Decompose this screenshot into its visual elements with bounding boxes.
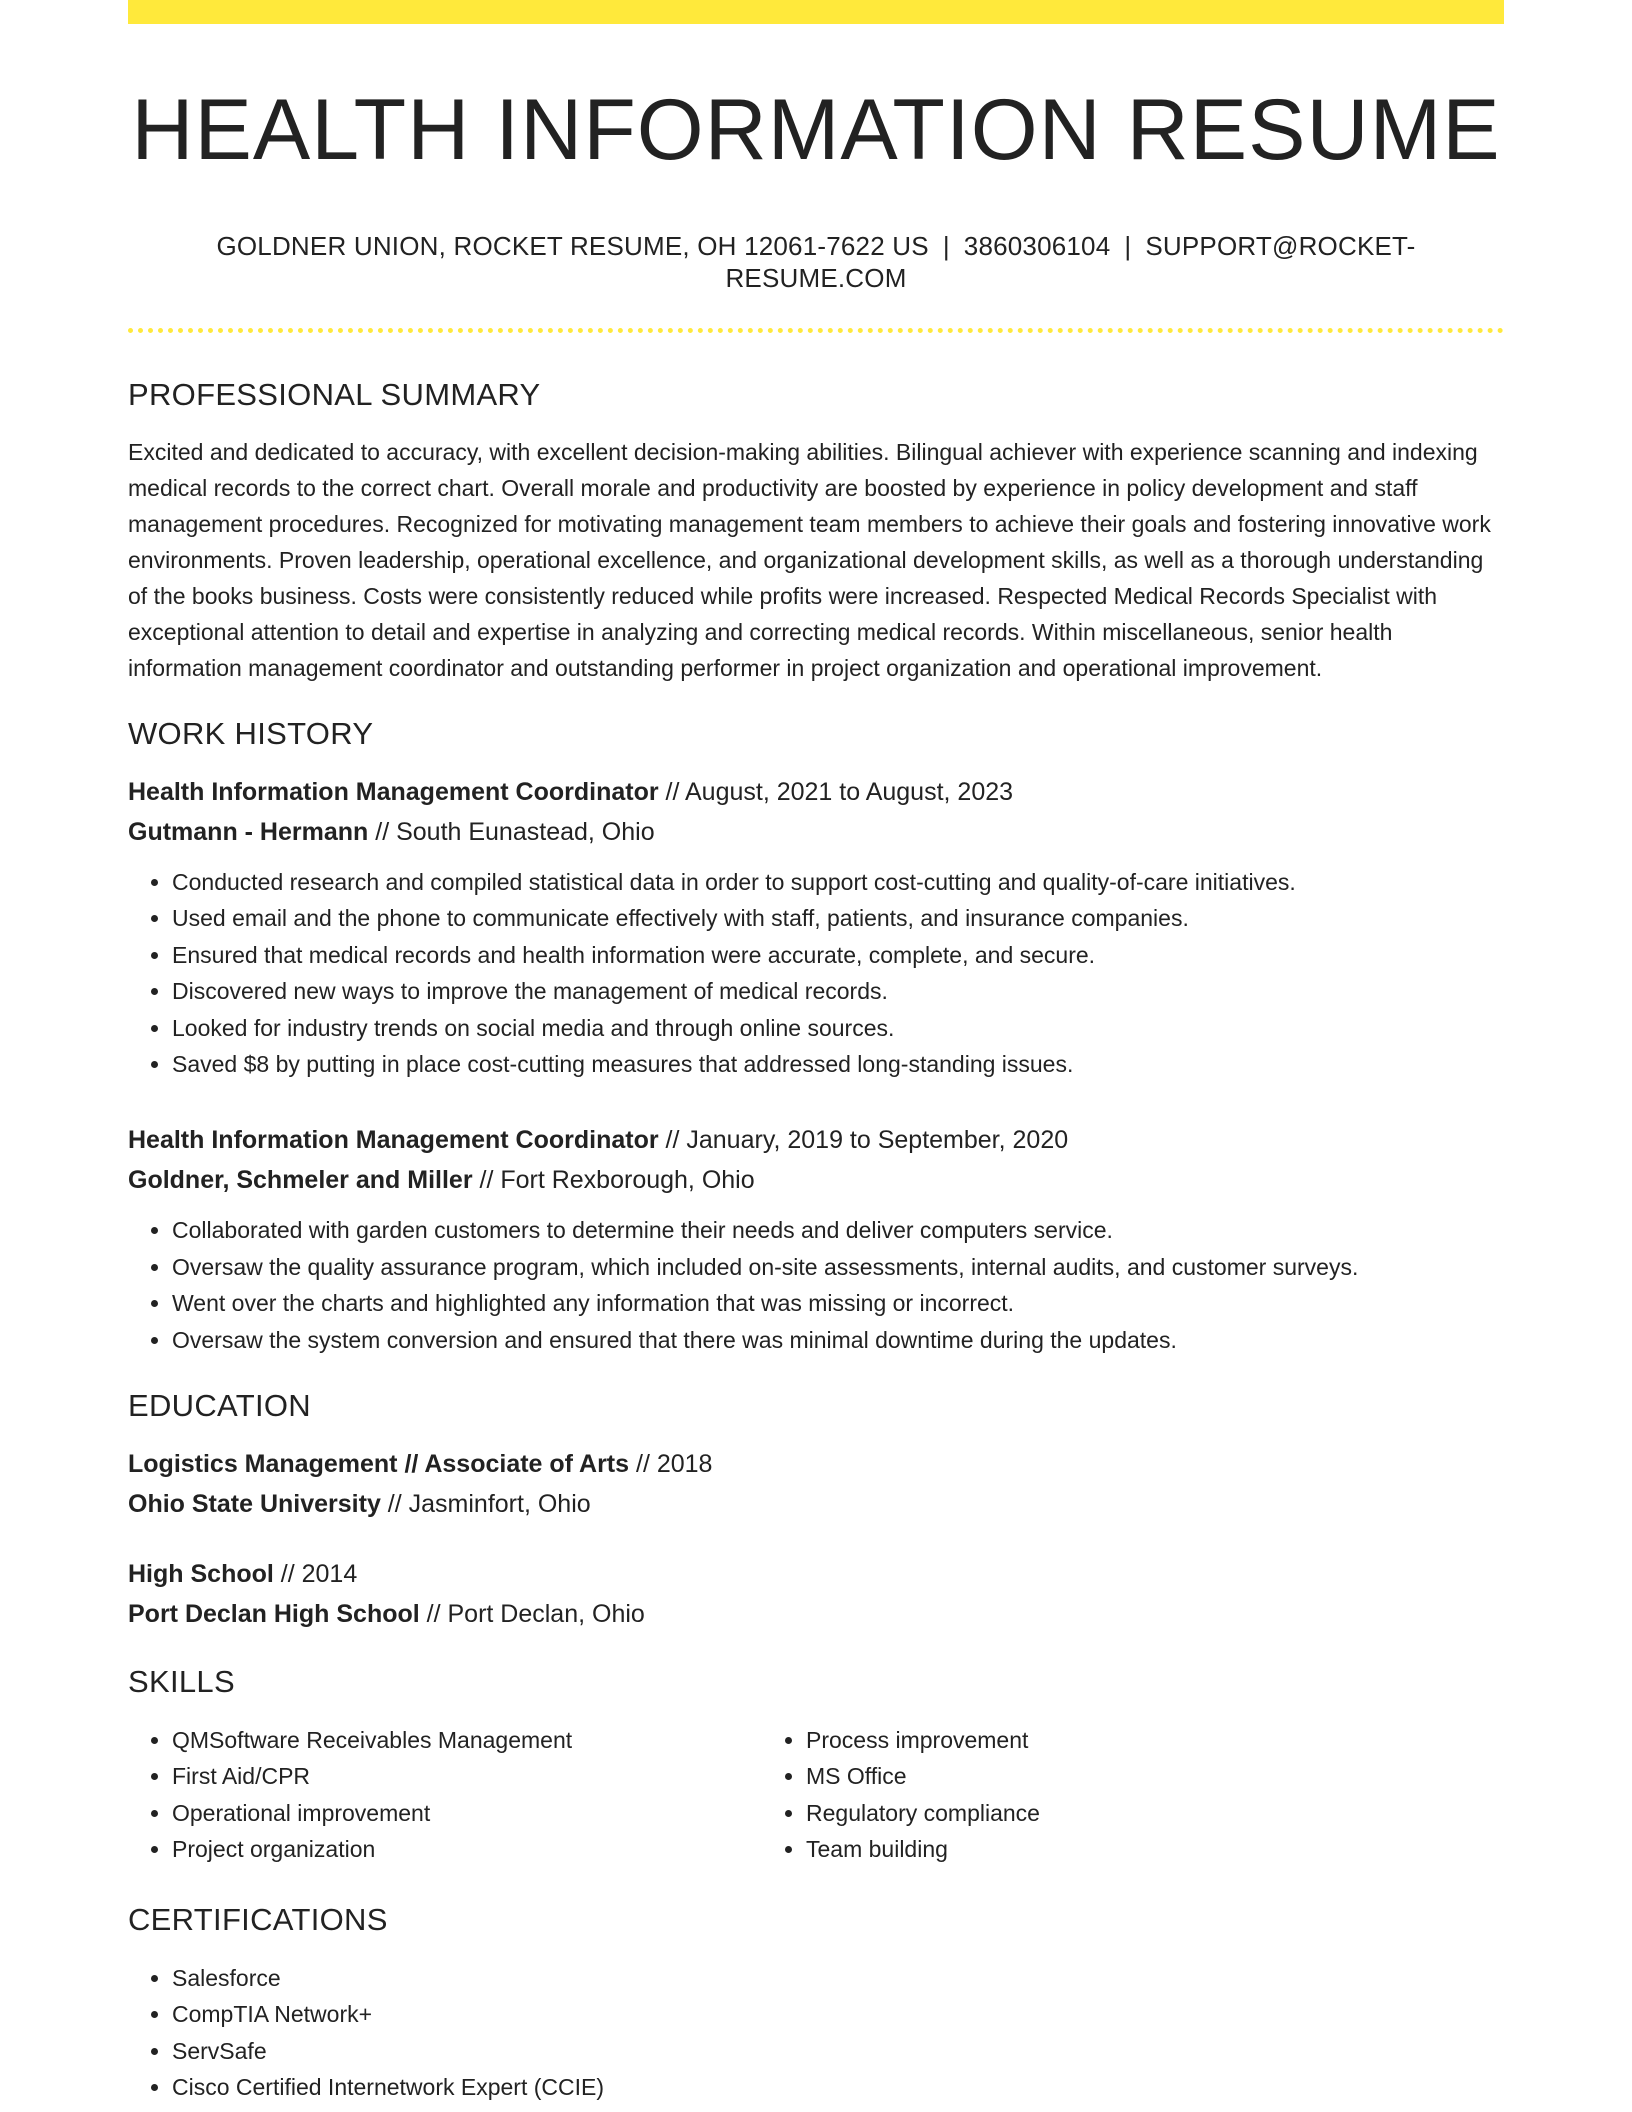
education-school: Port Declan High School [128, 1600, 420, 1629]
education-year: // 2014 [273, 1560, 358, 1589]
job-location: // South Eunastead, Ohio [368, 818, 655, 846]
education-degree: Logistics Management // Associate of Arts [128, 1450, 630, 1479]
education-entry [128, 1554, 1504, 1634]
job-location: // Fort Rexborough, Ohio [472, 1166, 755, 1195]
list-item: • Regulatory compliance [806, 1795, 1362, 1831]
list-item: • First Aid/CPR [172, 1758, 762, 1794]
list-item: • QMSoftware Receivables Management [172, 1722, 762, 1758]
contact-separator: | [942, 231, 950, 261]
list-item: • Looked for industry trends on social media and through online sources. [172, 1010, 1504, 1046]
work-history-heading: WORK HISTORY [128, 716, 374, 751]
contact-email: SUPPORT@ROCKET-RESUME.COM [725, 231, 1416, 293]
list-item: • Used email and the phone to communicate effectively with staff, patients, and insurance companies. [172, 900, 1504, 936]
education-degree-line [128, 1554, 1504, 1594]
job-entry [128, 1120, 1504, 1358]
skills-list [762, 1722, 1362, 1868]
job-company-line [128, 1160, 1504, 1200]
resume-content [128, 0, 1504, 2105]
skills-heading: SKILLS [128, 1664, 235, 1700]
list-item: • Process improvement [806, 1722, 1362, 1758]
job-title-line [128, 772, 1504, 812]
list-item: • Collaborated with garden customers to determine their needs and deliver computers service. [172, 1212, 1504, 1248]
list-item: • Went over the charts and highlighted any information that was missing or incorrect. [172, 1285, 1504, 1321]
job-company: Goldner, Schmeler and Miller [128, 1166, 473, 1195]
education-school-line [128, 1484, 1504, 1524]
education-school: Ohio State University [128, 1490, 381, 1519]
list-item: • CompTIA Network+ [172, 1996, 1504, 2032]
job-company: Gutmann - Hermann [128, 818, 369, 846]
list-item: • MS Office [806, 1758, 1362, 1794]
list-item: • Salesforce [172, 1960, 1504, 1996]
list-item: • Oversaw the quality assurance program, which included on-site assessments, internal audits, and customer surveys. [172, 1249, 1504, 1285]
skills-columns [128, 1722, 1504, 1868]
education-year: // 2018 [629, 1450, 713, 1479]
certifications-heading: CERTIFICATIONS [128, 1901, 388, 1937]
list-item: • Cisco Certified Internetwork Expert (CCIE) [172, 2069, 1504, 2105]
job-bullets [128, 864, 1504, 1082]
education-location: // Jasminfort, Ohio [380, 1490, 591, 1519]
job-entry [128, 772, 1504, 1082]
list-item: • Conducted research and compiled statistical data in order to support cost-cutting and quality-of-care initiatives. [172, 864, 1504, 900]
education-entry [128, 1444, 1504, 1524]
list-item: • ServSafe [172, 2033, 1504, 2069]
list-item: • Operational improvement [172, 1795, 762, 1831]
education-heading: EDUCATION [128, 1388, 311, 1424]
list-item: • Saved $8 by putting in place cost-cutting measures that addressed long-standing issues. [172, 1046, 1504, 1082]
certifications-list [128, 1960, 1504, 2106]
education-degree: High School [128, 1560, 274, 1589]
contact-separator: | [1124, 231, 1132, 261]
job-role: Health Information Management Coordinator [128, 1126, 659, 1155]
job-dates: // August, 2021 to August, 2023 [658, 778, 1014, 806]
skills-right-column [762, 1722, 1362, 1868]
job-company-line [128, 812, 1504, 852]
contact-phone: 3860306104 [963, 231, 1111, 261]
skills-left-column [128, 1722, 762, 1868]
skills-list [128, 1722, 762, 1868]
contact-line [128, 230, 1504, 294]
list-item: • Team building [806, 1831, 1362, 1867]
education-degree-line [128, 1444, 1504, 1484]
list-item: • Ensured that medical records and health information were accurate, complete, and secure. [172, 937, 1504, 973]
dotted-divider [128, 328, 1504, 333]
summary-heading: PROFESSIONAL SUMMARY [128, 377, 541, 412]
education-location: // Port Declan, Ohio [419, 1600, 645, 1629]
list-item: • Project organization [172, 1831, 762, 1867]
job-role: Health Information Management Coordinator [128, 778, 659, 806]
list-item: • Discovered new ways to improve the management of medical records. [172, 973, 1504, 1009]
contact-address: GOLDNER UNION, ROCKET RESUME, OH 12061-7622 US [216, 231, 929, 261]
job-dates: // January, 2019 to September, 2020 [658, 1126, 1069, 1155]
list-item: • Oversaw the system conversion and ensured that there was minimal downtime during the updates. [172, 1322, 1504, 1358]
resume-title: HEALTH INFORMATION RESUME [131, 82, 1501, 178]
job-bullets [128, 1212, 1504, 1358]
summary-text: Excited and dedicated to accuracy, with excellent decision-making abilities. Bilingual achiever with experience scanning and indexing medical records to the correct chart. Overall morale and productivity are boosted by experience in policy development and staff management procedures. Recognized for motivating management team members to achieve their goals and fostering innovative work environments. Proven leadership, operational excellence, and organizational development skills, as well as a thorough understanding of the books business. Costs were consistently reduced while profits were increased. Respected Medical Records Specialist with exceptional attention to detail and expertise in analyzing and correcting medical records. Within miscellaneous, senior health information management coordinator and outstanding performer in project organization and operational improvement. [128, 439, 1491, 681]
job-title-line [128, 1120, 1504, 1160]
education-school-line [128, 1594, 1504, 1634]
